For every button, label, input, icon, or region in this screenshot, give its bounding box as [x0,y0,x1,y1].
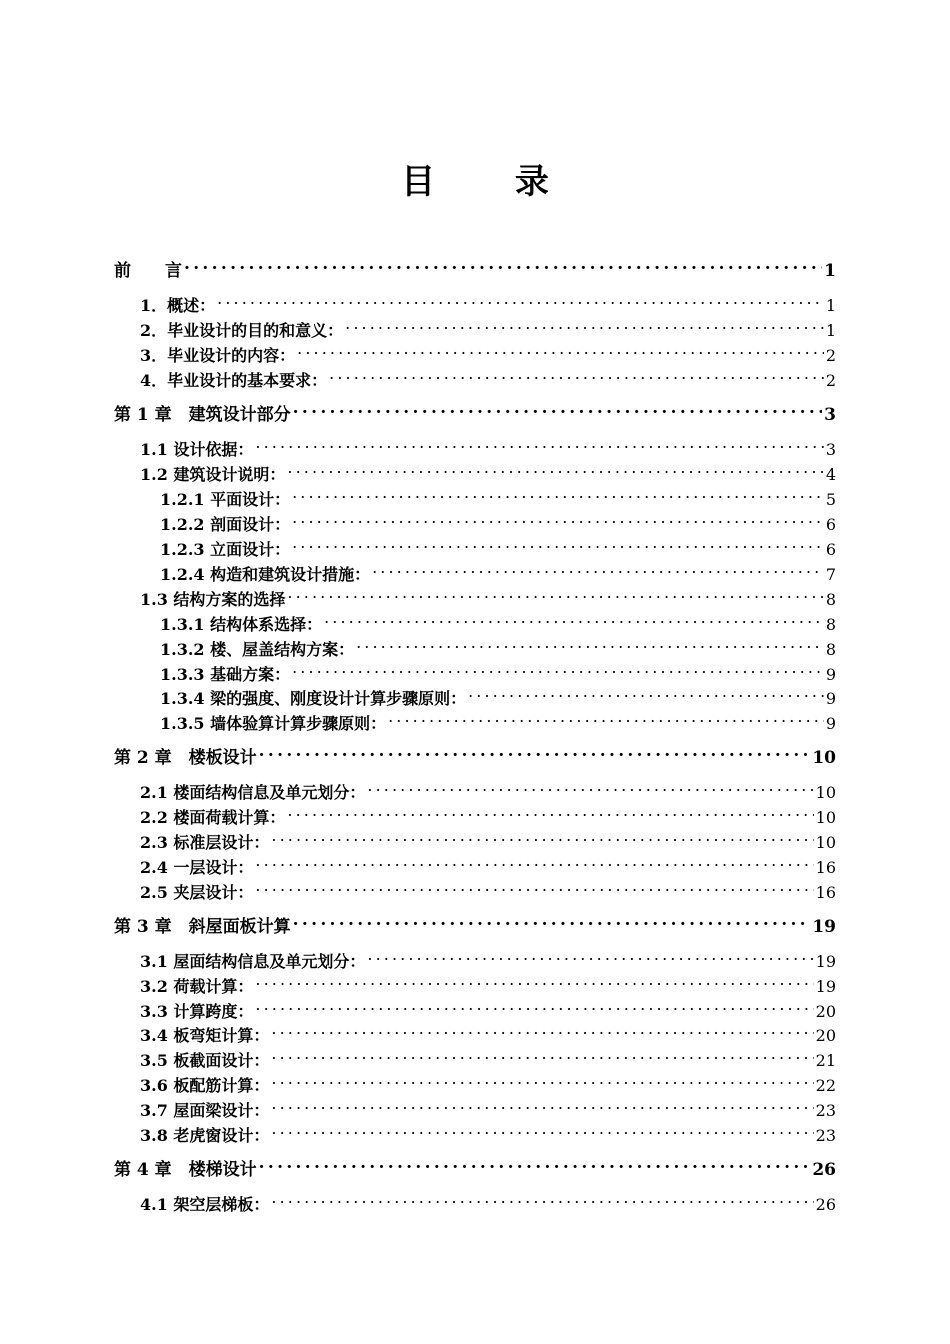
toc-section-entry[interactable] [140,337,836,365]
toc-dot-leader [271,1117,813,1141]
toc-entry-label: 1.2.4 构造和建筑设计措施： [160,565,371,584]
toc-section-entry[interactable] [140,431,836,459]
toc-page-number: 8 [825,590,836,609]
toc-page-number: 1 [825,296,836,315]
toc-entry-label: 2.3 标准层设计： [140,833,270,852]
toc-entry-label: 第 3 章 斜屋面板计算 [114,917,291,937]
toc-dot-leader [255,849,813,873]
toc-dot-leader [255,431,823,455]
toc-dot-leader [372,556,824,580]
toc-section-entry[interactable] [140,456,836,484]
toc-entry-label: 前 言 [114,261,182,281]
toc-dot-leader [271,1092,813,1116]
toc-section-entry[interactable] [160,481,836,509]
toc-page-number: 3 [825,440,836,459]
toc-page-number: 9 [825,665,836,684]
toc-page-number: 26 [815,1195,836,1214]
toc-section-entry[interactable] [140,1017,836,1045]
toc-section-entry[interactable] [140,1117,836,1145]
toc-dot-leader [293,396,822,420]
toc-entry-label: 1.3.1 结构体系选择： [160,615,323,634]
toc-page-number: 19 [812,917,836,937]
toc-entry-label: 1.3.4 梁的强度、刚度设计计算步骤原则： [160,689,467,708]
toc-page-number: 9 [825,714,836,733]
toc-section-entry[interactable] [140,874,836,902]
toc-dot-leader [356,631,824,655]
toc-page-number: 26 [812,1160,836,1180]
toc-page-number: 3 [824,405,836,425]
toc-section-entry[interactable] [140,824,836,852]
toc-page-number: 6 [825,540,836,559]
toc-page-number: 5 [825,490,836,509]
toc-chapter-entry[interactable] [114,396,836,425]
toc-dot-leader [271,1067,813,1091]
toc-section-entry[interactable] [140,1042,836,1070]
toc-section-entry[interactable] [160,680,836,708]
toc-section-entry[interactable] [160,705,836,733]
toc-section-entry[interactable] [140,581,836,609]
toc-entry-label: 1.3.3 基础方案： [160,665,291,684]
toc-section-entry[interactable] [140,993,836,1021]
toc-dot-leader [255,874,813,898]
toc-dot-leader [292,481,824,505]
toc-page-number: 23 [815,1126,836,1145]
toc-dot-leader [271,1017,813,1041]
toc-dot-leader [297,337,824,361]
toc-page-number: 1 [824,261,836,281]
toc-page-number: 21 [815,1051,836,1070]
toc-section-entry[interactable] [140,1186,836,1214]
toc-dot-leader [329,362,824,386]
toc-page-number: 10 [815,808,836,827]
toc-dot-leader [184,252,822,276]
toc-entry-label: 3.4 板弯矩计算： [140,1026,270,1045]
toc-entry-label: 2.5 夹层设计： [140,883,254,902]
toc-section-entry[interactable] [140,968,836,996]
toc-dot-leader [292,531,824,555]
toc-page-number: 19 [815,952,836,971]
toc-dot-leader [292,506,824,530]
toc-page-number: 19 [815,977,836,996]
toc-section-entry[interactable] [140,1067,836,1095]
toc-section-entry[interactable] [160,556,836,584]
toc-dot-leader [287,799,813,823]
toc-dot-leader [287,456,823,480]
toc-page-number: 2 [825,371,836,390]
toc-page-number: 16 [815,883,836,902]
toc-entry-label: 3.6 板配筋计算： [140,1076,270,1095]
toc-entry-label: 1.3.5 墙体验算计算步骤原则： [160,714,387,733]
toc-dot-leader [271,1186,813,1210]
toc-page-number: 20 [815,1002,836,1021]
toc-page-number: 7 [825,565,836,584]
toc-dot-leader [217,287,824,311]
toc-section-entry[interactable] [140,312,836,340]
toc-dot-leader [468,680,824,704]
toc-entry-label: 2.1 楼面结构信息及单元划分： [140,783,366,802]
toc-entry-label: 3．毕业设计的内容： [140,346,296,365]
toc-entry-label: 4．毕业设计的基本要求： [140,371,328,390]
toc-page-number: 1 [825,321,836,340]
toc-entry-label: 3.1 屋面结构信息及单元划分： [140,952,366,971]
toc-entry-label: 1.3.2 楼、屋盖结构方案： [160,640,355,659]
toc-dot-leader [259,1151,811,1175]
toc-entry-label: 3.7 屋面梁设计： [140,1101,270,1120]
toc-entry-label: 3.2 荷载计算： [140,977,254,996]
toc-section-entry[interactable] [160,631,836,659]
toc-page-number: 8 [825,615,836,634]
toc-dot-leader [345,312,824,336]
toc-page-number: 10 [812,748,836,768]
toc-page-number: 22 [815,1076,836,1095]
toc-entry-label: 1.2.2 剖面设计： [160,515,291,534]
toc-section-entry[interactable] [140,1092,836,1120]
toc-page-number: 16 [815,858,836,877]
toc-dot-leader [388,705,824,729]
toc-dot-leader [271,1042,813,1066]
toc-page-number: 6 [825,515,836,534]
toc-page-number: 8 [825,640,836,659]
toc-entry-label: 3.8 老虎窗设计： [140,1126,270,1145]
toc-entry-label: 3.3 计算跨度： [140,1002,254,1021]
toc-dot-leader [255,993,813,1017]
toc-entry-label: 第 1 章 建筑设计部分 [114,405,291,425]
toc-dot-leader [259,739,811,763]
toc-chapter-entry[interactable] [114,908,836,937]
toc-entry-label: 3.5 板截面设计： [140,1051,270,1070]
toc-entry-label: 1.2 建筑设计说明： [140,465,286,484]
toc-entry-label: 2.2 楼面荷载计算： [140,808,286,827]
toc-section-entry[interactable] [140,943,836,971]
toc-entry-label: 2.4 一层设计： [140,858,254,877]
toc-page-number: 23 [815,1101,836,1120]
toc-entry-label: 1.2.1 平面设计： [160,490,291,509]
toc-section-entry[interactable] [160,656,836,684]
toc-section-entry[interactable] [140,849,836,877]
toc-entry-label: 4.1 架空层梯板： [140,1195,270,1214]
toc-page-number: 10 [815,833,836,852]
toc-dot-leader [271,824,813,848]
toc-section-entry[interactable] [160,531,836,559]
toc-page-number: 20 [815,1026,836,1045]
toc-section-entry[interactable] [140,362,836,390]
toc-page-number: 10 [815,783,836,802]
page-title: 目 录 [401,162,583,202]
toc-dot-leader [367,943,813,967]
toc-dot-leader [292,656,824,680]
toc-entry-label: 1.1 设计依据： [140,440,254,459]
toc-chapter-entry[interactable] [114,739,836,768]
toc-page-number: 9 [825,689,836,708]
toc-dot-leader [324,606,824,630]
toc-section-entry[interactable] [160,506,836,534]
toc-entry-label: 1.3 结构方案的选择 [140,590,286,609]
toc-entry-label: 第 4 章 楼梯设计 [114,1160,257,1180]
toc-section-entry[interactable] [140,287,836,315]
toc-page-number: 4 [825,465,836,484]
toc-section-entry[interactable] [140,799,836,827]
toc-dot-leader [255,968,813,992]
toc-page-number: 2 [825,346,836,365]
toc-dot-leader [367,774,813,798]
toc-entry-label: 1.2.3 立面设计： [160,540,291,559]
toc-section-entry[interactable] [160,606,836,634]
toc-dot-leader [287,581,823,605]
toc-entry-label: 1．概述： [140,296,216,315]
toc-entry-label: 2．毕业设计的目的和意义： [140,321,344,340]
toc-chapter-entry[interactable] [114,1151,836,1180]
toc-section-entry[interactable] [140,774,836,802]
toc-entry-label: 第 2 章 楼板设计 [114,748,257,768]
toc-chapter-entry[interactable] [114,252,836,281]
toc-dot-leader [293,908,811,932]
